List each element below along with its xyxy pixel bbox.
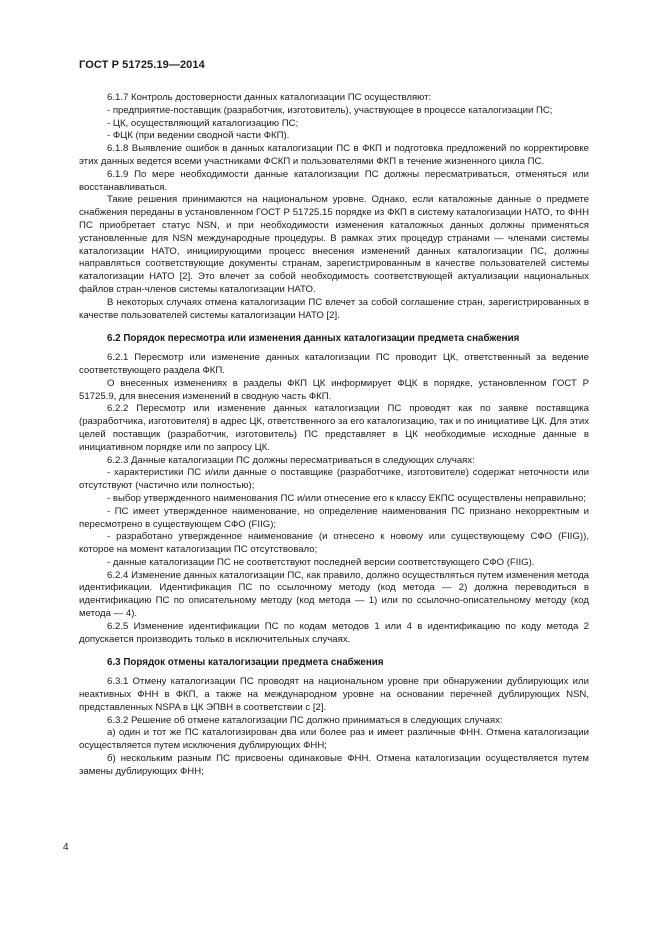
- section-spacer: [79, 322, 589, 333]
- section-heading: 6.3 Порядок отмены каталогизации предмета снабжения: [107, 657, 384, 669]
- page-number: 4: [63, 842, 69, 853]
- paragraph: а) один и тот же ПС каталогизирован два или более раз и имеет различные ФНН. Отмена каталогизации осуществляется путем исключения дублирующих ФНН;: [79, 727, 589, 752]
- list-item: - ФЦК (при ведении сводной части ФКП).: [107, 130, 290, 142]
- paragraph: 6.1.8 Выявление ошибок в данных каталогизации ПС в ФКП и подготовка предложений по корректировке этих данных ведется всеми участниками ФСКП и пользователями ФКП в течение жизненного цикла ПС.: [79, 143, 589, 167]
- paragraph: 6.2.4 Изменение данных каталогизации ПС, как правило, должно осуществляться путем изменения метода идентификации. Идентификация ПС по ссылочному методу (код метода — 2) должна переводиться в идентификацию ПС по описательному методу (код метода — 1) или по ссылочно-описательному методу (код метода — 4).: [79, 569, 589, 620]
- paragraph: 6.2.1 Пересмотр или изменение данных каталогизации ПС проводит ЦК, ответственный за ведение соответствующего раздела ФКП.: [79, 352, 589, 376]
- list-item: - разработано утвержденное наименование (и отнесено к новому или существующему СФО (FIIG)), которое на момент каталогизации ПС отсутствовало;: [79, 531, 589, 556]
- paragraph: 6.1.9 По мере необходимости данные каталогизации ПС должны пересматриваться, отменяться или восстанавливаться.: [79, 168, 589, 193]
- paragraph: В некоторых случаях отмена каталогизации ПС влечет за собой соглашение стран, зарегистрированных в качестве пользователей системы каталогизации НАТО [2].: [79, 296, 589, 321]
- list-item: - предприятие-поставщик (разработчик, изготовитель), участвующее в процессе каталогизации ПС;: [107, 104, 553, 116]
- paragraph: 6.2.2 Пересмотр или изменение данных каталогизации ПС проводят как по заявке поставщика (разработчика, изготовителя) в адрес ЦК, ответственного за его каталогизацию, так и по инициативе ЦК. Для этих целей поставщик (разработчик, изготовитель) ПС представляет в ЦК необходимые исходные данные в инициативном порядке или по запросу ЦК.: [79, 403, 589, 453]
- list-item: - данные каталогизации ПС не соответствуют последней версии соответствующего СФО (FIIG).: [107, 556, 535, 568]
- document-body: [79, 92, 589, 779]
- list-item: - ЦК, осуществляющий каталогизацию ПС;: [107, 117, 299, 129]
- paragraph: Такие решения принимаются на национальном уровне. Однако, если каталожные данные о предмете снабжения переданы в установленном ГОСТ Р 51725.15 порядке из ФКП в систему каталогизации НАТО, то ФНН ПС приобретает статус NSN, и при необходимости изменения каталожных данных должны применяться установленные для NSN международные процедуры. В рамках этих процедур странами — членами системы каталогизации НАТО, инициирующими процесс внесения изменений данных каталогизации ПС, должны направляться соответствующие документы странам, зарегистрированным в качестве пользователей системы каталогизации НАТО [2]. Это влечет за собой необходимость соответствующей актуализации национальных файлов стран-членов системы каталогизации НАТО.: [79, 194, 589, 295]
- document-header: ГОСТ Р 51725.19—2014: [79, 59, 205, 71]
- paragraph: О внесенных изменениях в разделы ФКП ЦК информирует ФЦК в порядке, установленном ГОСТ Р 51725.9, для внесения изменений в сводную часть ФКП.: [79, 377, 589, 402]
- paragraph: 6.3.2 Решение об отмене каталогизации ПС должно приниматься в следующих случаях:: [107, 714, 503, 726]
- section-spacer: [79, 646, 589, 657]
- list-item: - характеристики ПС и/или данные о поставщике (разработчике, изготовителе) содержат неточности или отсутствуют (частично или полностью);: [79, 467, 589, 492]
- paragraph: 6.1.7 Контроль достоверности данных каталогизации ПС осуществляют:: [107, 92, 432, 103]
- list-item: - выбор утвержденного наименования ПС и/или отнесение его к классу ЕКПС осуществлены неправильно;: [107, 492, 586, 504]
- list-item: - ПС имеет утвержденное наименование, но определение наименования ПС признано некорректным и пересмотрено в существующем СФО (FIIG);: [79, 505, 589, 530]
- paragraph: 6.3.1 Отмену каталогизации ПС проводят на национальном уровне при обнаружении дублирующих или неактивных ФНН в ФКП, а также на международном уровне на основании перечней дублирующих NSN, представленных NSPA в ЦК ЭПВН в соответствии с [2].: [79, 676, 589, 713]
- paragraph: б) нескольким разным ПС присвоены одинаковые ФНН. Отмена каталогизации осуществляется путем замены дублирующих ФНН;: [79, 753, 589, 777]
- section-heading: 6.2 Порядок пересмотра или изменения данных каталогизации предмета снабжения: [107, 333, 520, 345]
- paragraph: 6.2.3 Данные каталогизации ПС должны пересматриваться в следующих случаях:: [107, 454, 475, 466]
- paragraph: 6.2.5 Изменение идентификации ПС по кодам методов 1 или 4 в идентификацию по коду метода 2 допускается производить только в исключительных случаях.: [79, 620, 589, 645]
